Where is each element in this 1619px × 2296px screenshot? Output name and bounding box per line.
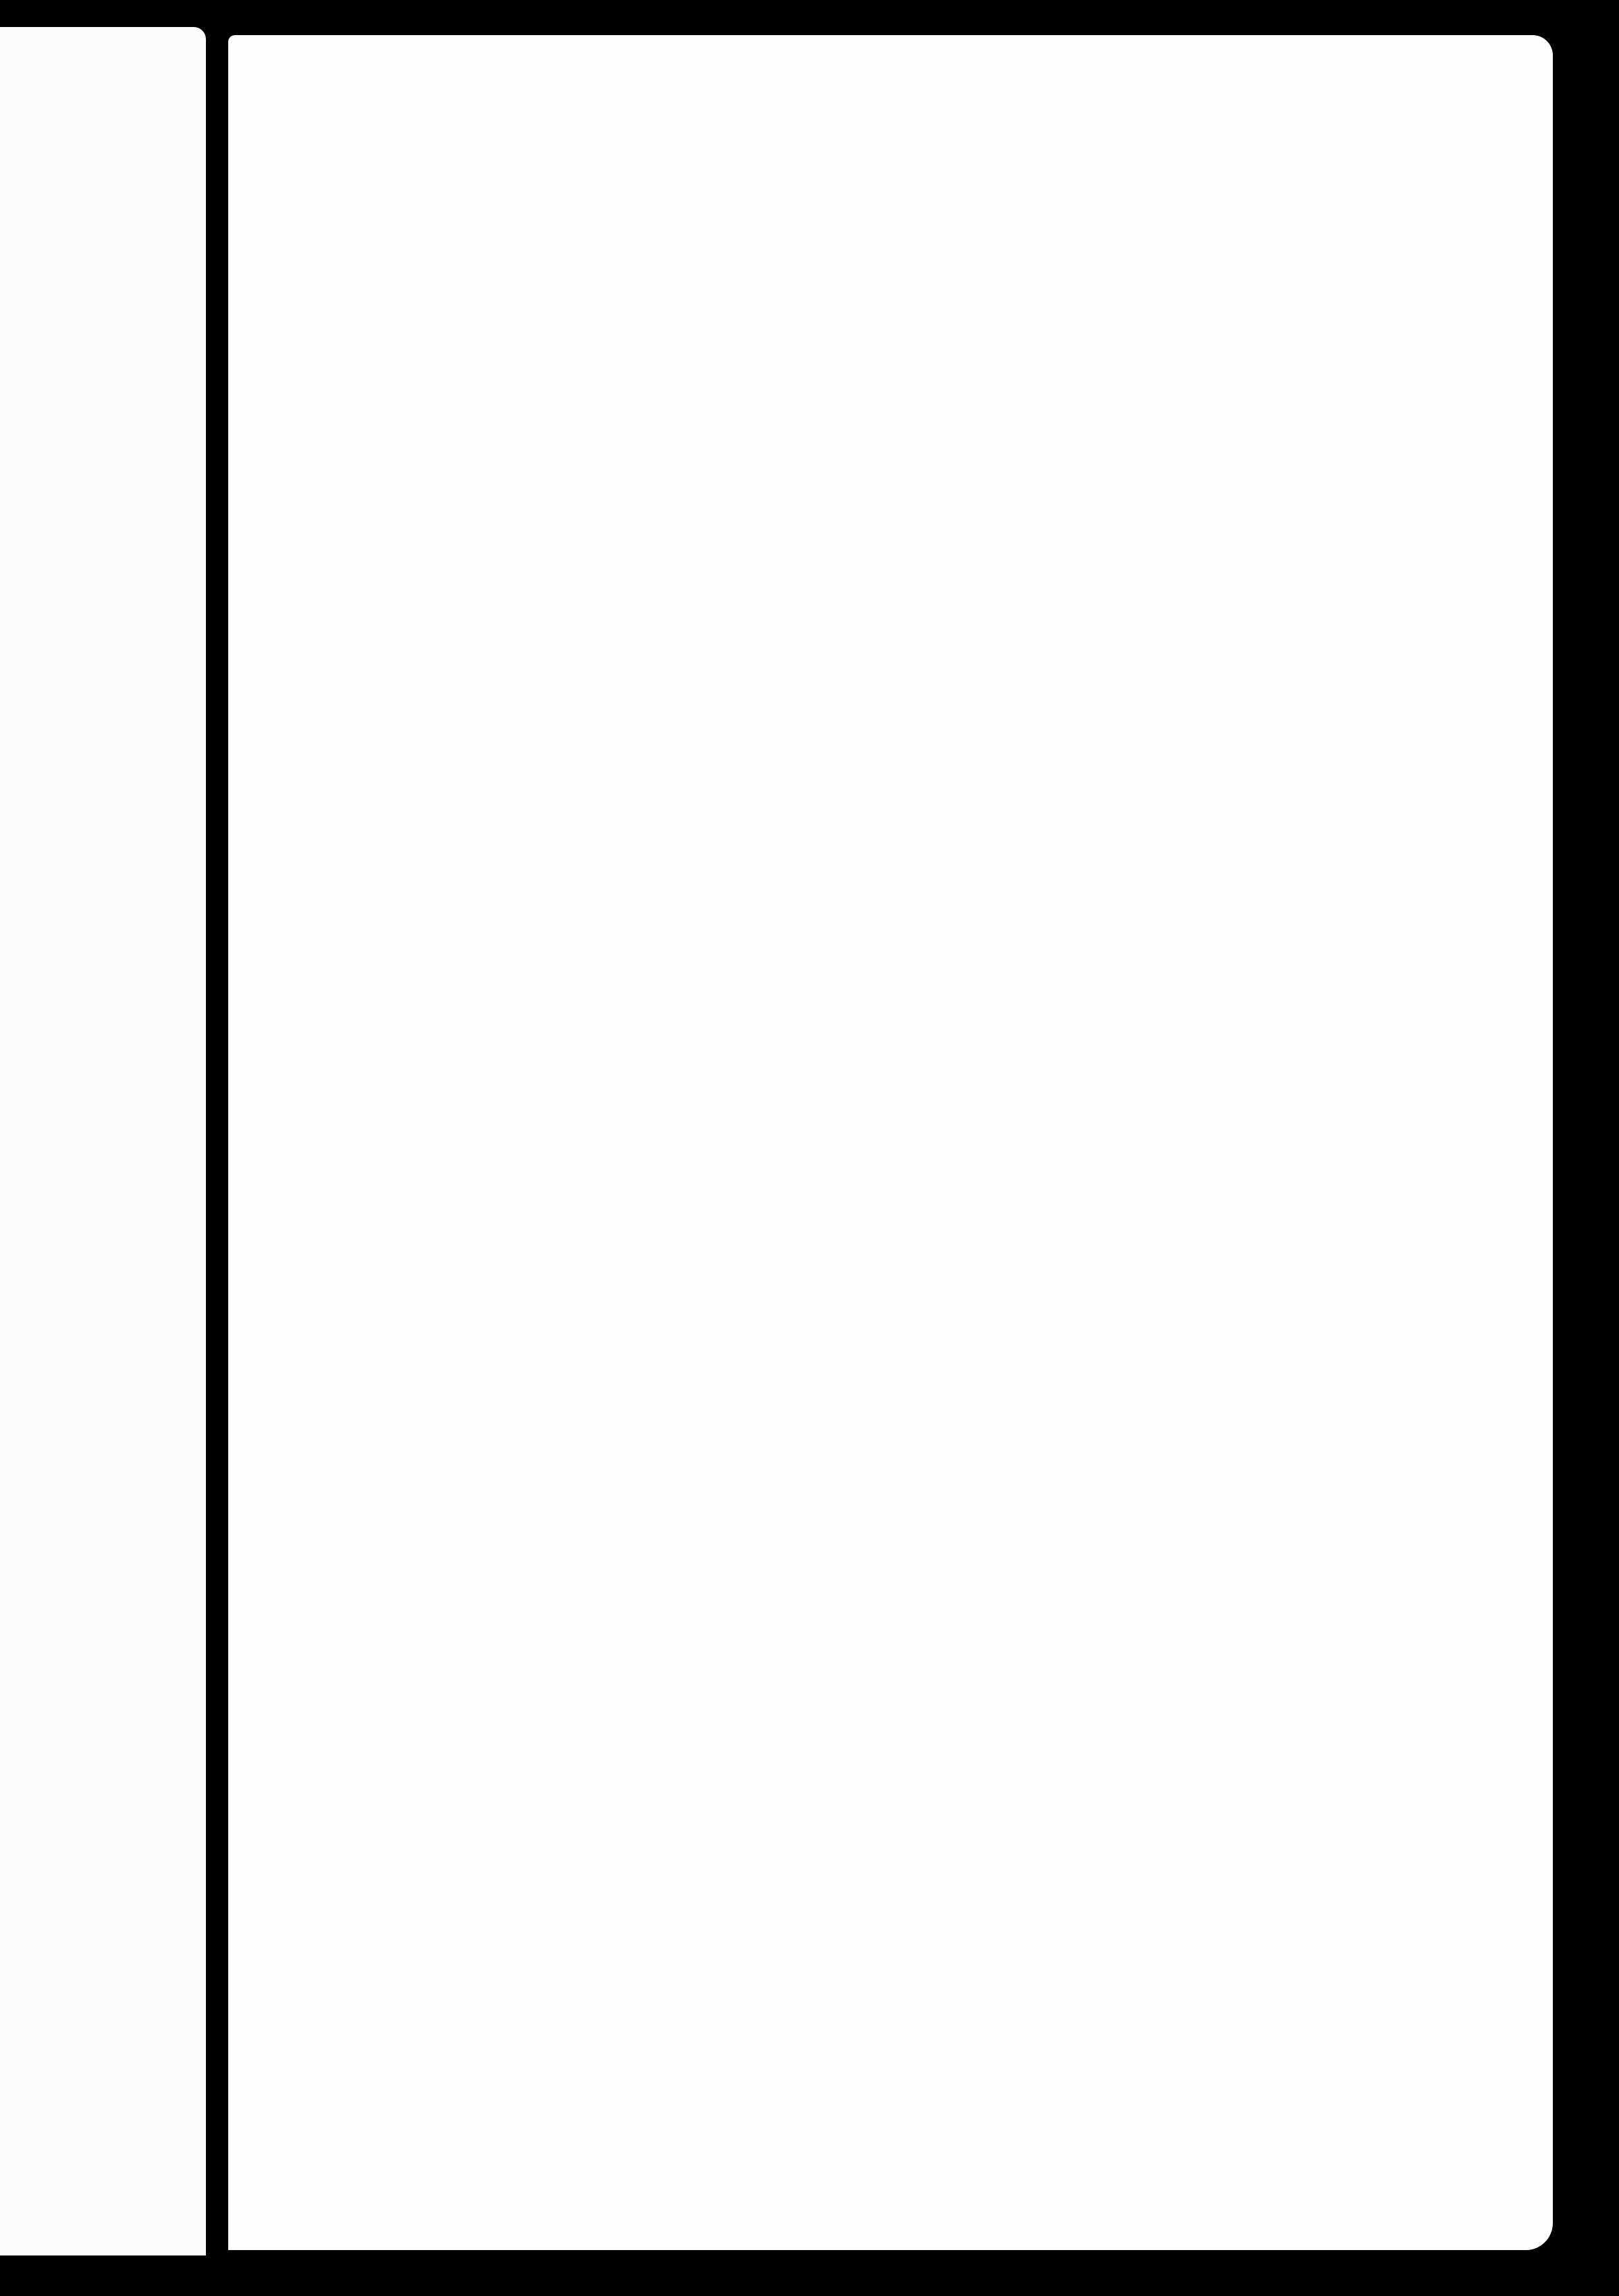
contents-page (228, 35, 1553, 2250)
facing-left-page (0, 27, 206, 2255)
page-header (228, 243, 1553, 284)
